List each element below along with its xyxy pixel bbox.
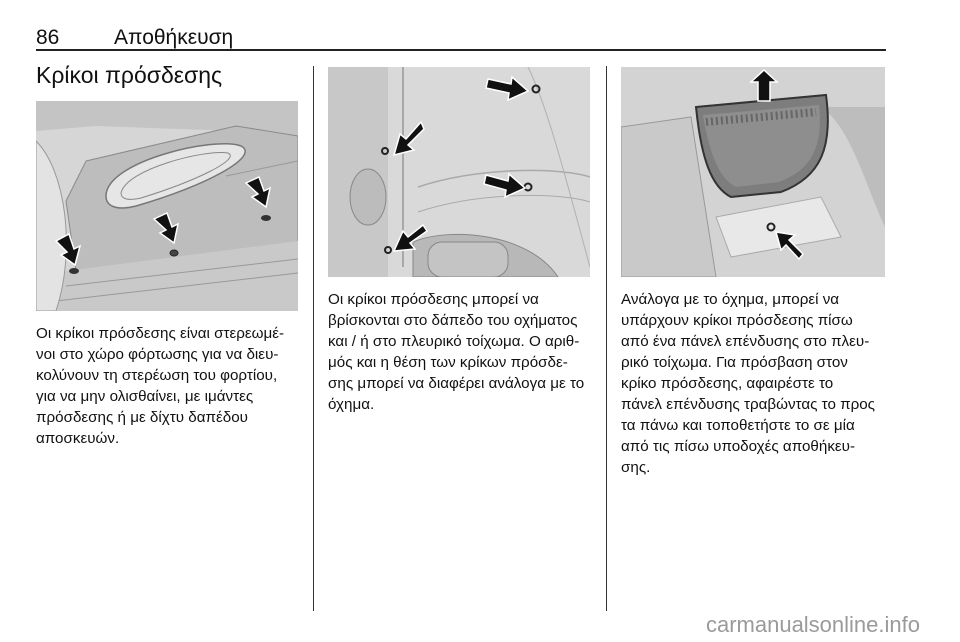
- page-number: 86: [36, 26, 60, 49]
- figure-trim-panel: [621, 67, 885, 277]
- text-line: υπάρχουν κρίκοι πρόσδεσης πίσω: [621, 312, 853, 329]
- text-line: σης μπορεί να διαφέρει ανάλογα με το: [328, 375, 585, 392]
- text-line: πάνελ επένδυσης τραβώντας το προς: [621, 396, 875, 413]
- text-line: όχημα.: [328, 396, 375, 413]
- column-divider: [313, 66, 314, 611]
- column-divider: [606, 66, 607, 611]
- text-line: σης.: [621, 459, 651, 476]
- text-line: κολύνουν τη στερέωση του φορτίου,: [36, 367, 278, 384]
- text-line: τα πάνω και τοποθετήστε το σε μία: [621, 417, 855, 434]
- text-line: και / ή στο πλευρικό τοίχωμα. Ο αριθ-: [328, 333, 580, 350]
- running-title: Αποθήκευση: [114, 26, 234, 49]
- text-line: νοι στο χώρο φόρτωσης για να διευ-: [36, 346, 279, 363]
- text-line: κρίκο πρόσδεσης, αφαιρέστε το: [621, 375, 834, 392]
- text-line: Ανάλογα με το όχημα, μπορεί να: [621, 291, 840, 308]
- figure-sidewall-tie-downs: [328, 67, 590, 277]
- text-line: από τις πίσω υποδοχές αποθήκευ-: [621, 438, 856, 455]
- column-2-text: [328, 289, 600, 415]
- text-line: πρόσδεσης ή με δίχτυ δαπέδου: [36, 409, 248, 426]
- watermark: carmanualsonline.info: [705, 612, 920, 637]
- text-line: βρίσκονται στο δάπεδο του οχήματος: [328, 312, 578, 329]
- header-rule: [36, 49, 886, 51]
- figure-floor-tie-downs: [36, 101, 298, 311]
- text-line: μός και η θέση των κρίκων πρόσδε-: [328, 354, 568, 371]
- text-line: Οι κρίκοι πρόσδεσης μπορεί να: [328, 291, 539, 308]
- text-line: Οι κρίκοι πρόσδεσης είναι στερεωμέ-: [36, 325, 285, 342]
- text-line: αποσκευών.: [36, 430, 120, 447]
- text-line: για να μην ολισθαίνει, με ιμάντες: [36, 388, 254, 405]
- text-line: ρικό τοίχωμα. Για πρόσβαση στον: [621, 354, 848, 371]
- column-1-text: [36, 323, 304, 449]
- section-title: Κρίκοι πρόσδεσης: [36, 62, 223, 88]
- column-3-text: [621, 289, 899, 478]
- text-line: από ένα πάνελ επένδυσης στο πλευ-: [621, 333, 870, 350]
